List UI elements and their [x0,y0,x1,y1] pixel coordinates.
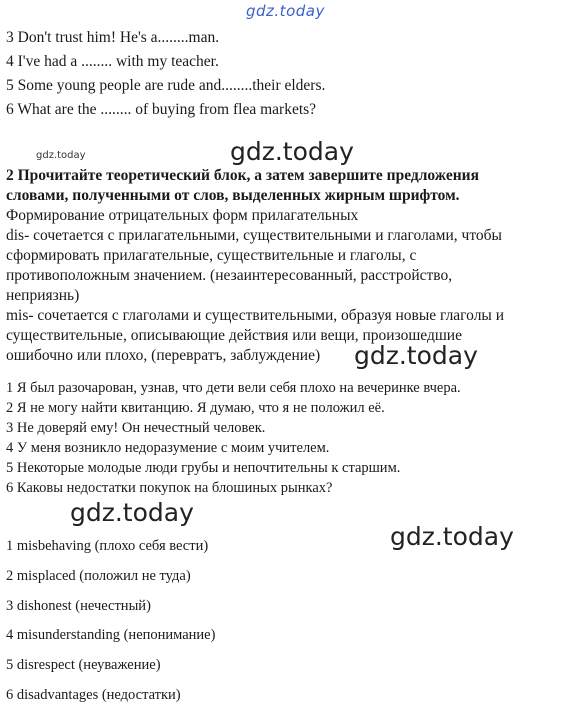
answer-line: 3 dishonest (нечестный) [6,598,151,614]
translation-line: 6 Каковы недостатки покупок на блошиных рынках? [6,480,333,496]
exercise-sentence: 4 I've had a ........ with my teacher. [6,53,219,70]
theory-line: существительные, описывающие действия или вещи, произошедшие [6,327,462,344]
theory-line: сформировать прилагательные, существительные и глаголы, с [6,247,417,264]
theory-line: противоположным значением. (незаинтересованный, расстройство, [6,267,453,284]
theory-line: mis- сочетается с глаголами и существительными, образуя новые глаголы и [6,307,505,324]
translation-line: 2 Я не могу найти квитанцию. Я думаю, что я не положил её. [6,400,385,416]
watermark-right: gdz.today [390,522,514,551]
theory-line: Формирование отрицательных форм прилагательных [6,207,359,224]
watermark-center: gdz.today [230,137,354,166]
answer-line: 5 disrespect (неуважение) [6,657,161,673]
translation-line: 4 У меня возникло недоразумение с моим учителем. [6,440,330,456]
translation-line: 5 Некоторые молодые люди грубы и непочтительны к старшим. [6,460,401,476]
watermark-small: gdz.today [36,150,86,161]
task-title-line: словами, полученными от слов, выделенных жирным шрифтом. [6,187,460,204]
answer-line: 2 misplaced (положил не туда) [6,568,191,584]
theory-line: dis- сочетается с прилагательными, существительными и глаголами, чтобы [6,227,502,244]
exercise-sentence: 6 What are the ........ of buying from flea markets? [6,101,317,118]
watermark-mid: gdz.today [354,341,478,370]
answer-line: 4 misunderstanding (непонимание) [6,627,216,643]
watermark-left: gdz.today [70,498,194,527]
answer-line: 6 disadvantages (недостатки) [6,687,181,703]
translation-line: 3 Не доверяй ему! Он нечестный человек. [6,420,266,436]
answer-line: 1 misbehaving (плохо себя вести) [6,538,209,554]
task-title-line: 2 Прочитайте теоретический блок, а затем завершите предложения [6,167,479,184]
theory-line: ошибочно или плохо, (перевратъ, заблуждение) [6,347,321,364]
exercise-sentence: 5 Some young people are rude and........their elders. [6,77,326,94]
exercise-sentence: 3 Don't trust him! He's a........man. [6,29,220,46]
watermark-top: gdz.today [246,2,325,20]
translation-line: 1 Я был разочарован, узнав, что дети вели себя плохо на вечеринке вчера. [6,380,461,396]
theory-line: неприязнь) [6,287,80,304]
